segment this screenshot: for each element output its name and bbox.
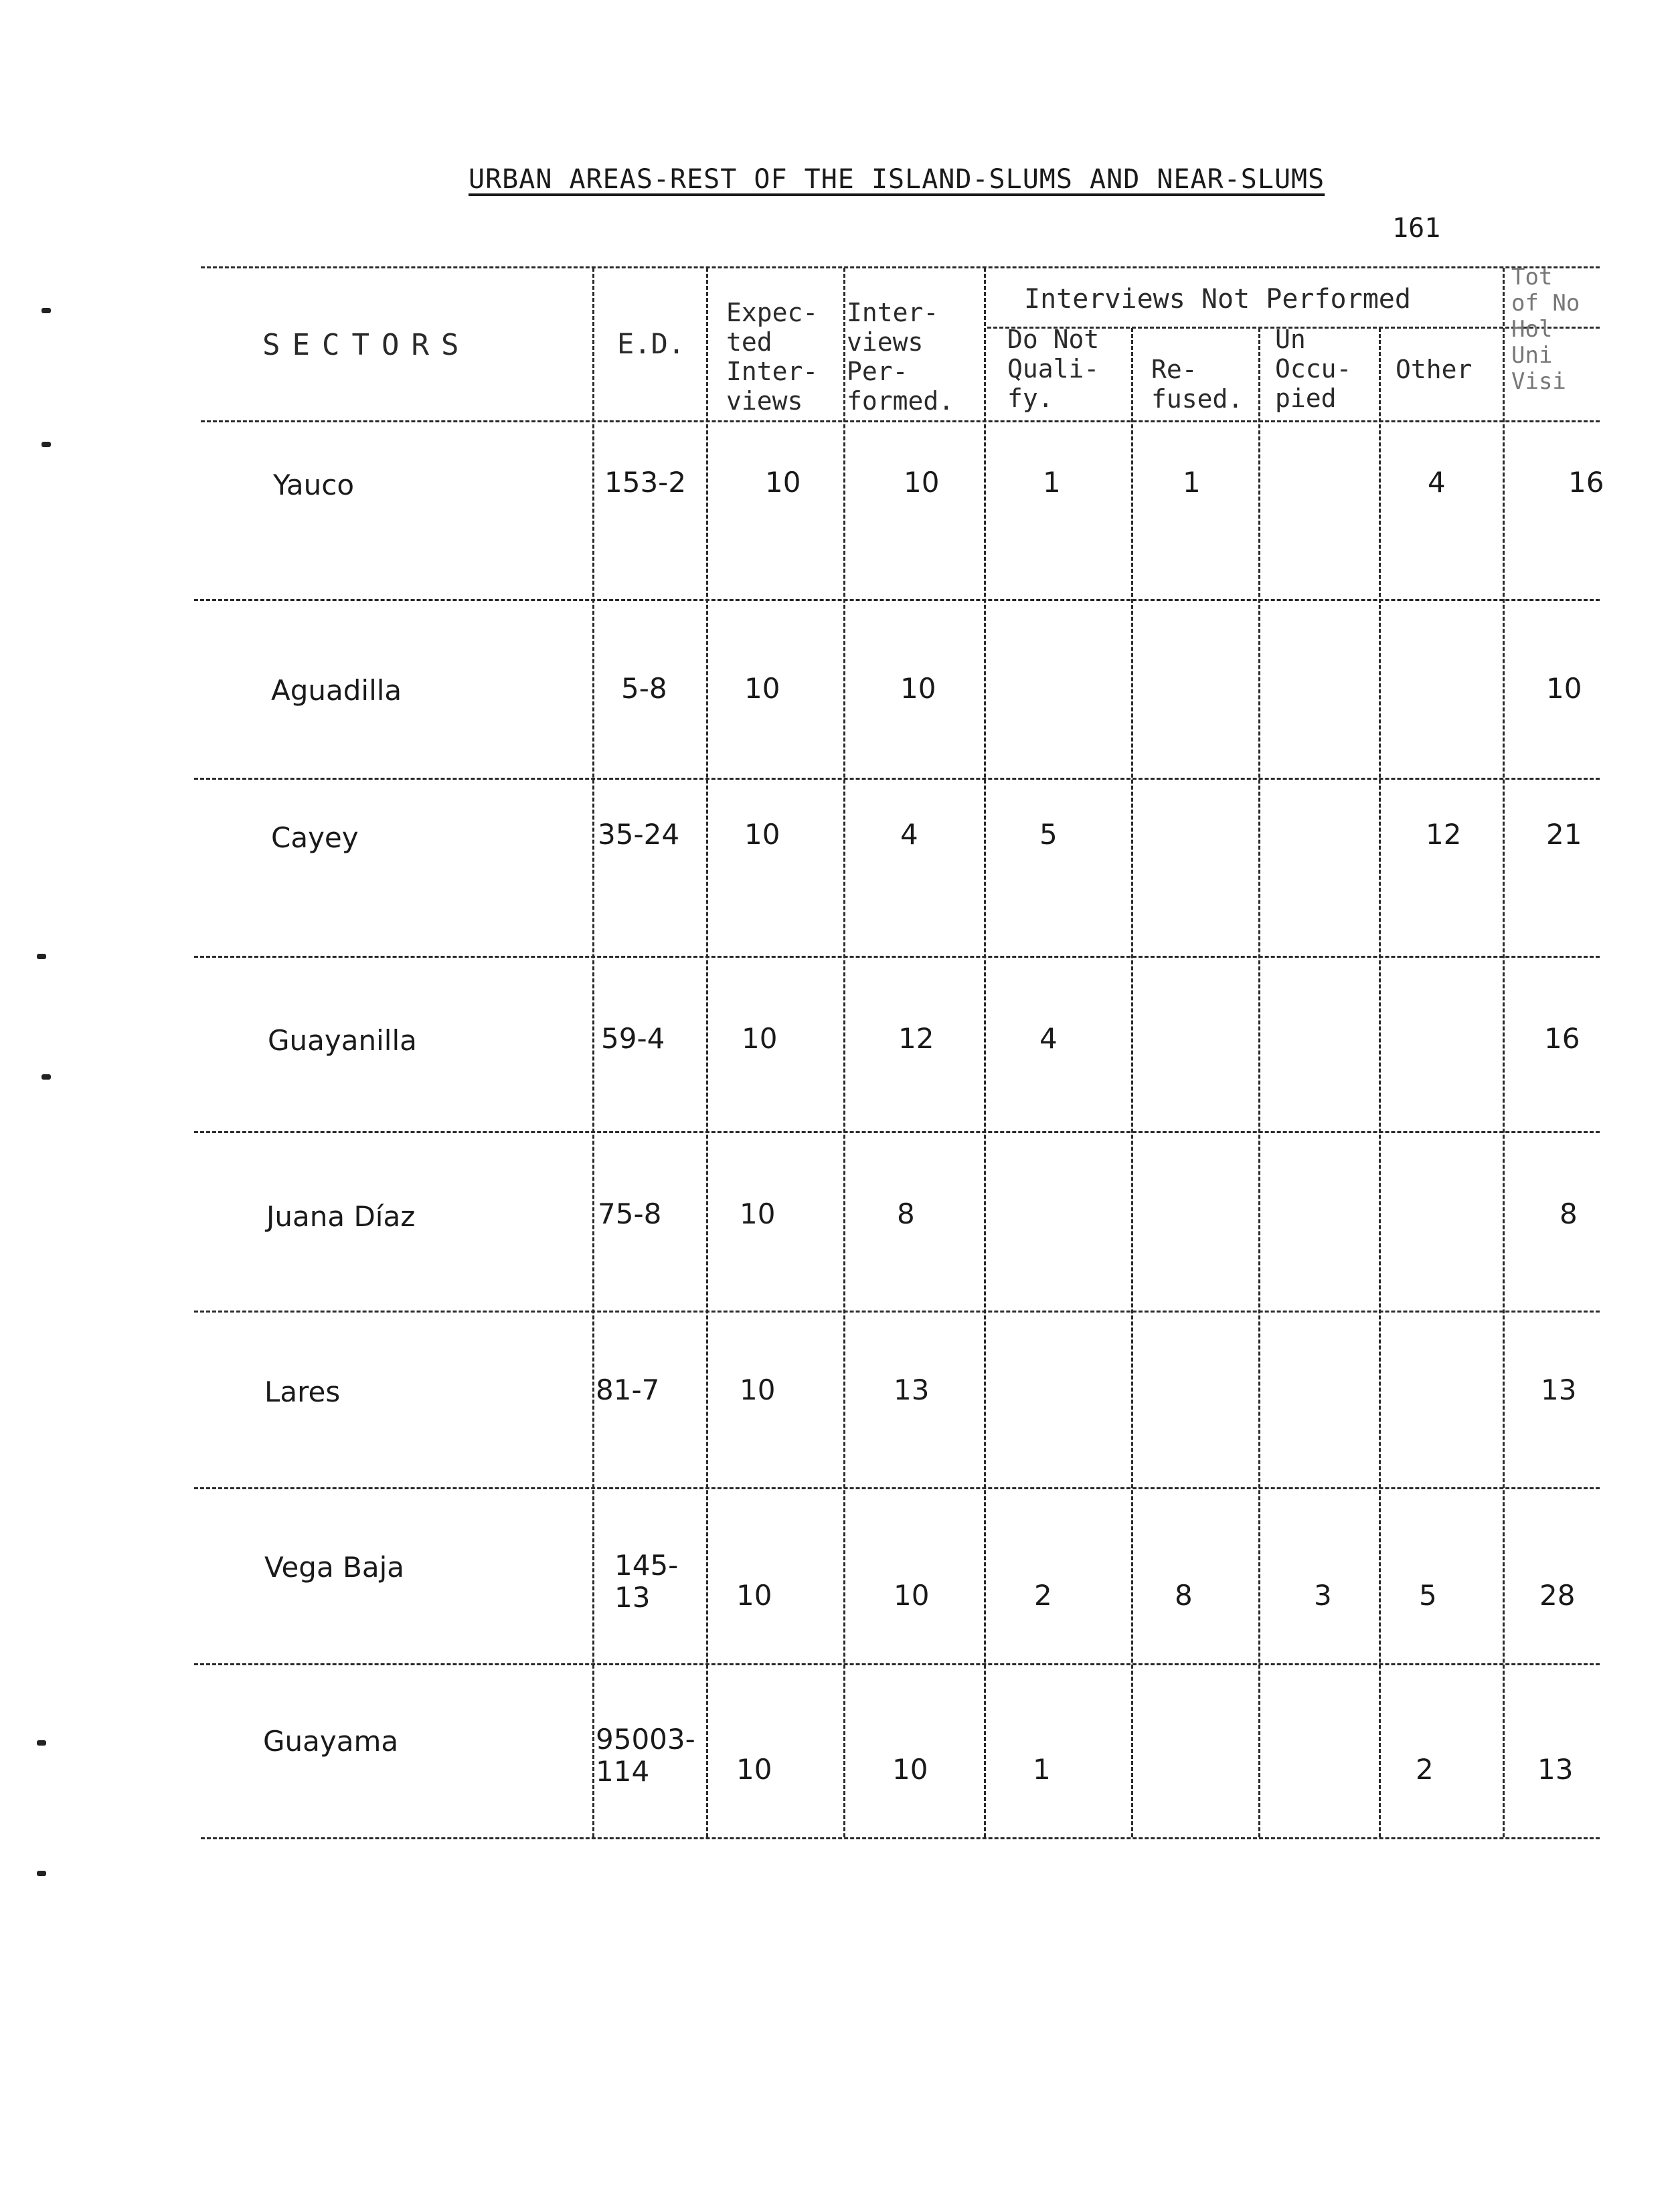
other-value: 12 <box>1426 818 1462 851</box>
row-divider <box>194 1131 1600 1133</box>
do-not-qualify-value: 1 <box>1033 1753 1051 1786</box>
ed-value: 81-7 <box>596 1373 660 1406</box>
expected-interviews-header: Expec- ted Inter- views <box>726 298 819 416</box>
other-value: 5 <box>1419 1579 1437 1612</box>
other-header: Other <box>1396 355 1473 384</box>
sector-name: Lares <box>264 1375 341 1408</box>
row-divider <box>194 1487 1600 1489</box>
ed-value: 145- 13 <box>614 1549 679 1614</box>
total-value: 16 <box>1544 1022 1580 1055</box>
expected-value: 10 <box>765 466 801 499</box>
sector-name: Juana Díaz <box>266 1200 416 1233</box>
total-value: 13 <box>1537 1753 1574 1786</box>
ed-value: 75-8 <box>598 1197 662 1230</box>
column-divider <box>1379 328 1381 1837</box>
expected-value: 10 <box>744 818 780 851</box>
sector-name: Cayey <box>271 821 359 854</box>
column-divider <box>706 268 708 1837</box>
expected-value: 10 <box>744 672 780 705</box>
sector-name: Guayanilla <box>268 1024 417 1057</box>
binder-mark <box>41 442 51 447</box>
refused-value: 8 <box>1175 1579 1193 1612</box>
column-divider <box>1258 328 1260 1837</box>
performed-value: 10 <box>904 466 940 499</box>
other-value: 2 <box>1416 1753 1434 1786</box>
total-value: 13 <box>1541 1373 1577 1406</box>
table-top-border <box>201 266 1600 268</box>
performed-value: 10 <box>892 1753 928 1786</box>
sector-name: Aguadilla <box>271 674 402 707</box>
sector-name: Guayama <box>263 1725 399 1758</box>
do-not-qualify-value: 2 <box>1034 1579 1052 1612</box>
do-not-qualify-value: 4 <box>1039 1022 1058 1055</box>
ed-value: 35-24 <box>598 818 680 851</box>
interviews-not-performed-header: Interviews Not Performed <box>1024 284 1411 315</box>
sector-name: Yauco <box>273 469 355 501</box>
ed-header: E.D. <box>617 327 685 360</box>
total-value: 10 <box>1546 672 1582 705</box>
page-title: URBAN AREAS-REST OF THE ISLAND-SLUMS AND NEAR-SLUMS <box>469 164 1325 195</box>
performed-value: 13 <box>894 1373 930 1406</box>
binder-mark <box>37 1740 46 1746</box>
expected-value: 10 <box>740 1197 776 1230</box>
unoccupied-value: 3 <box>1314 1579 1332 1612</box>
column-divider <box>984 268 986 1837</box>
do-not-qualify-value: 1 <box>1043 466 1061 499</box>
binder-mark <box>37 1871 46 1876</box>
ed-value: 153-2 <box>604 466 687 499</box>
row-divider <box>194 778 1600 780</box>
sector-name: Vega Baja <box>264 1551 405 1584</box>
column-divider <box>1503 268 1505 1837</box>
binder-mark <box>41 308 51 313</box>
expected-value: 10 <box>740 1373 776 1406</box>
binder-mark <box>41 1074 51 1080</box>
expected-value: 10 <box>742 1022 778 1055</box>
page-number: 161 <box>1392 213 1441 244</box>
ed-value: 59-4 <box>601 1022 665 1055</box>
do-not-qualify-header: Do Not Quali- fy. <box>1007 325 1100 413</box>
expected-value: 10 <box>736 1753 772 1786</box>
header-bottom-border <box>201 420 1600 422</box>
total-value: 28 <box>1539 1579 1576 1612</box>
total-value: 16 <box>1568 466 1604 499</box>
sectors-header: SECTORS <box>262 328 471 362</box>
row-divider <box>194 1311 1600 1313</box>
row-divider <box>194 599 1600 601</box>
ed-value: 95003- 114 <box>596 1723 695 1788</box>
performed-value: 10 <box>900 672 936 705</box>
ed-value: 5-8 <box>621 672 667 705</box>
row-divider <box>194 956 1600 958</box>
do-not-qualify-value: 5 <box>1039 818 1058 851</box>
total-header: Tot of No Hol Uni Visi <box>1511 264 1580 395</box>
binder-mark <box>37 954 46 959</box>
total-value: 8 <box>1560 1197 1578 1230</box>
performed-value: 4 <box>900 818 918 851</box>
performed-value: 8 <box>897 1197 915 1230</box>
column-divider <box>843 268 845 1837</box>
unoccupied-header: Un Occu- pied <box>1275 325 1352 413</box>
column-divider <box>592 268 594 1837</box>
other-value: 4 <box>1428 466 1446 499</box>
refused-value: 1 <box>1183 466 1201 499</box>
refused-header: Re- fused. <box>1151 355 1244 414</box>
performed-value: 12 <box>898 1022 934 1055</box>
interviews-performed-header: Inter- views Per- formed. <box>847 298 954 416</box>
total-value: 21 <box>1546 818 1582 851</box>
expected-value: 10 <box>736 1579 772 1612</box>
row-divider <box>194 1663 1600 1665</box>
column-divider <box>1131 328 1133 1837</box>
table-bottom-border <box>201 1837 1600 1839</box>
performed-value: 10 <box>894 1579 930 1612</box>
